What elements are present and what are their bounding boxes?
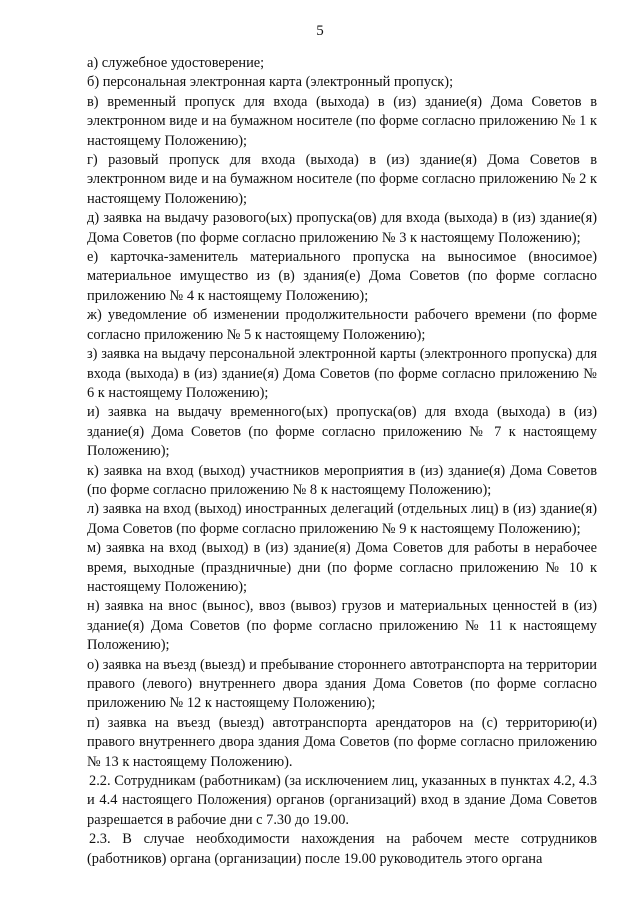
- list-item-o: о) заявка на въезд (выезд) и пребывание стороннего автотранспорта на территории правого (левого) внутреннего двора здания Дома Советов (по форме согласно приложению № 12 к настоящему Положению);: [87, 656, 597, 712]
- list-item-g: г) разовый пропуск для входа (выхода) в (из) здание(я) Дома Советов в электронном виде и на бумажном носителе (по форме согласно приложению № 2 к настоящему Положению);: [87, 152, 597, 207]
- list-item-d: д) заявка на выдачу разового(ых) пропуска(ов) для входа (выхода) в (из) здание(я) Дома Советов (по форме согласно приложению № 3 к настоящему Положению);: [87, 210, 597, 246]
- list-item-n: н) заявка на внос (вынос), ввоз (вывоз) грузов и материальных ценностей в (из) здание(я) Дома Советов (по форме согласно приложению № 11 к настоящему Положению);: [87, 598, 597, 654]
- list-item-a: а) служебное удостоверение;: [87, 55, 265, 71]
- list-item-k: к) заявка на вход (выход) участников мероприятия в (из) здание(я) Дома Советов (по форме согласно приложению № 8 к настоящему Положению);: [87, 462, 597, 498]
- list-item-e: е) карточка-заменитель материального пропуска на выносимое (вносимое) материальное имущество из (в) здания(е) Дома Советов (по форме согласно приложению № 4 к настоящему Положению);: [87, 249, 597, 304]
- list-item-b: б) персональная электронная карта (электронный пропуск);: [87, 74, 454, 91]
- list-item-v: в) временный пропуск для входа (выхода) в (из) здание(я) Дома Советов в электронном виде и на бумажном носителе (по форме согласно приложению № 1 к настоящему Положению);: [87, 93, 597, 149]
- list-item-z: з) заявка на выдачу персональной электронной карты (электронного пропуска) для входа (выхода) в (из) здание(я) Дома Советов (по форме согласно приложению № 6 к настоящему Положению);: [87, 346, 597, 401]
- paragraph-2-3: 2.3. В случае необходимости нахождения на рабочем месте сотрудников (работников) органа (организации) после 19.00 руководитель этого органа: [87, 831, 597, 867]
- page-number: 5: [316, 23, 324, 39]
- list-item-l: л) заявка на вход (выход) иностранных делегаций (отдельных лиц) в (из) здание(я) Дома Советов (по форме согласно приложению № 9 к настоящему Положению);: [87, 501, 597, 537]
- list-item-p: п) заявка на въезд (выезд) автотранспорта арендаторов на (с) территорию(и) правого внутреннего двора здания Дома Советов (по форме согласно приложению № 13 к настоящему Положению).: [87, 714, 597, 770]
- paragraph-2-2: 2.2. Сотрудникам (работникам) (за исключением лиц, указанных в пунктах 4.2, 4.3 и 4.4 настоящего Положения) органов (организаций) вход в здание Дома Советов разрешается в рабочие дни с 7.30 до 19.00.: [87, 773, 597, 828]
- list-item-zh: ж) уведомление об изменении продолжительности рабочего времени (по форме согласно приложению № 5 к настоящему Положению);: [87, 307, 597, 343]
- list-item-m: м) заявка на вход (выход) в (из) здание(я) Дома Советов для работы в нерабочее время, выходные (праздничные) дни (по форме согласно приложению № 10 к настоящему Положению);: [87, 540, 597, 595]
- list-item-i: и) заявка на выдачу временного(ых) пропуска(ов) для входа (выхода) в (из) здание(я) Дома Советов (по форме согласно приложению № 7 к настоящему Положению);: [87, 404, 597, 460]
- document-body: [87, 54, 597, 869]
